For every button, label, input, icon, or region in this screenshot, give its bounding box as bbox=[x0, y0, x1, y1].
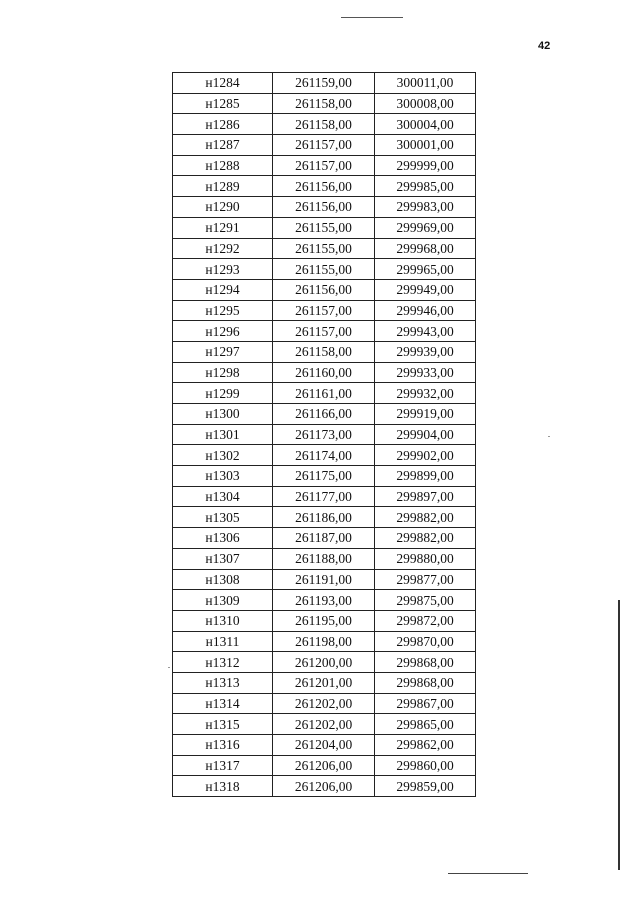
x-coordinate-cell: 261157,00 bbox=[273, 321, 375, 342]
table-row bbox=[173, 404, 476, 425]
point-id-cell: н1309 bbox=[173, 590, 273, 611]
point-id-cell: н1300 bbox=[173, 404, 273, 425]
point-id-cell: н1302 bbox=[173, 445, 273, 466]
table-row bbox=[173, 238, 476, 259]
table-row bbox=[173, 776, 476, 797]
y-coordinate-cell: 299865,00 bbox=[375, 714, 476, 735]
scan-speck bbox=[548, 436, 550, 437]
x-coordinate-cell: 261158,00 bbox=[273, 341, 375, 362]
x-coordinate-cell: 261186,00 bbox=[273, 507, 375, 528]
x-coordinate-cell: 261161,00 bbox=[273, 383, 375, 404]
point-id-cell: н1316 bbox=[173, 735, 273, 756]
header-rule bbox=[341, 17, 403, 18]
y-coordinate-cell: 299999,00 bbox=[375, 155, 476, 176]
point-id-cell: н1315 bbox=[173, 714, 273, 735]
x-coordinate-cell: 261155,00 bbox=[273, 259, 375, 280]
table-row bbox=[173, 445, 476, 466]
y-coordinate-cell: 299946,00 bbox=[375, 300, 476, 321]
x-coordinate-cell: 261204,00 bbox=[273, 735, 375, 756]
point-id-cell: н1298 bbox=[173, 362, 273, 383]
point-id-cell: н1291 bbox=[173, 217, 273, 238]
y-coordinate-cell: 299875,00 bbox=[375, 590, 476, 611]
y-coordinate-cell: 299859,00 bbox=[375, 776, 476, 797]
y-coordinate-cell: 299969,00 bbox=[375, 217, 476, 238]
table-row bbox=[173, 321, 476, 342]
table-row bbox=[173, 259, 476, 280]
x-coordinate-cell: 261206,00 bbox=[273, 776, 375, 797]
x-coordinate-cell: 261157,00 bbox=[273, 155, 375, 176]
point-id-cell: н1311 bbox=[173, 631, 273, 652]
point-id-cell: н1287 bbox=[173, 135, 273, 156]
table-row bbox=[173, 217, 476, 238]
x-coordinate-cell: 261157,00 bbox=[273, 300, 375, 321]
x-coordinate-cell: 261160,00 bbox=[273, 362, 375, 383]
x-coordinate-cell: 261187,00 bbox=[273, 528, 375, 549]
table-row bbox=[173, 631, 476, 652]
point-id-cell: н1284 bbox=[173, 73, 273, 94]
table-row bbox=[173, 114, 476, 135]
x-coordinate-cell: 261173,00 bbox=[273, 424, 375, 445]
x-coordinate-cell: 261188,00 bbox=[273, 548, 375, 569]
point-id-cell: н1293 bbox=[173, 259, 273, 280]
x-coordinate-cell: 261202,00 bbox=[273, 693, 375, 714]
y-coordinate-cell: 299870,00 bbox=[375, 631, 476, 652]
table-row bbox=[173, 466, 476, 487]
y-coordinate-cell: 299985,00 bbox=[375, 176, 476, 197]
point-id-cell: н1306 bbox=[173, 528, 273, 549]
x-coordinate-cell: 261157,00 bbox=[273, 135, 375, 156]
x-coordinate-cell: 261158,00 bbox=[273, 114, 375, 135]
y-coordinate-cell: 299904,00 bbox=[375, 424, 476, 445]
point-id-cell: н1292 bbox=[173, 238, 273, 259]
point-id-cell: н1303 bbox=[173, 466, 273, 487]
point-id-cell: н1304 bbox=[173, 486, 273, 507]
x-coordinate-cell: 261156,00 bbox=[273, 176, 375, 197]
coordinates-table-body bbox=[173, 73, 476, 797]
table-row bbox=[173, 73, 476, 94]
table-row bbox=[173, 672, 476, 693]
table-row bbox=[173, 507, 476, 528]
table-row bbox=[173, 569, 476, 590]
point-id-cell: н1310 bbox=[173, 610, 273, 631]
scan-edge-line bbox=[618, 600, 620, 870]
y-coordinate-cell: 299872,00 bbox=[375, 610, 476, 631]
point-id-cell: н1290 bbox=[173, 197, 273, 218]
point-id-cell: н1313 bbox=[173, 672, 273, 693]
x-coordinate-cell: 261156,00 bbox=[273, 197, 375, 218]
y-coordinate-cell: 300001,00 bbox=[375, 135, 476, 156]
table-row bbox=[173, 341, 476, 362]
table-row bbox=[173, 93, 476, 114]
table-row bbox=[173, 155, 476, 176]
point-id-cell: н1286 bbox=[173, 114, 273, 135]
table-row bbox=[173, 176, 476, 197]
table-row bbox=[173, 755, 476, 776]
footer-rule bbox=[448, 873, 528, 874]
page-number: 42 bbox=[538, 40, 551, 52]
y-coordinate-cell: 299932,00 bbox=[375, 383, 476, 404]
table-row bbox=[173, 714, 476, 735]
table-row bbox=[173, 279, 476, 300]
y-coordinate-cell: 299949,00 bbox=[375, 279, 476, 300]
scan-speck bbox=[168, 667, 170, 668]
table-row bbox=[173, 197, 476, 218]
point-id-cell: н1297 bbox=[173, 341, 273, 362]
point-id-cell: н1289 bbox=[173, 176, 273, 197]
point-id-cell: н1312 bbox=[173, 652, 273, 673]
y-coordinate-cell: 299902,00 bbox=[375, 445, 476, 466]
y-coordinate-cell: 299880,00 bbox=[375, 548, 476, 569]
y-coordinate-cell: 299965,00 bbox=[375, 259, 476, 280]
point-id-cell: н1314 bbox=[173, 693, 273, 714]
x-coordinate-cell: 261174,00 bbox=[273, 445, 375, 466]
y-coordinate-cell: 299862,00 bbox=[375, 735, 476, 756]
x-coordinate-cell: 261155,00 bbox=[273, 238, 375, 259]
table-row bbox=[173, 424, 476, 445]
y-coordinate-cell: 299897,00 bbox=[375, 486, 476, 507]
point-id-cell: н1301 bbox=[173, 424, 273, 445]
y-coordinate-cell: 299943,00 bbox=[375, 321, 476, 342]
table-row bbox=[173, 610, 476, 631]
x-coordinate-cell: 261177,00 bbox=[273, 486, 375, 507]
point-id-cell: н1295 bbox=[173, 300, 273, 321]
point-id-cell: н1288 bbox=[173, 155, 273, 176]
y-coordinate-cell: 299899,00 bbox=[375, 466, 476, 487]
table-row bbox=[173, 528, 476, 549]
x-coordinate-cell: 261191,00 bbox=[273, 569, 375, 590]
x-coordinate-cell: 261156,00 bbox=[273, 279, 375, 300]
coordinates-table bbox=[172, 72, 476, 797]
x-coordinate-cell: 261198,00 bbox=[273, 631, 375, 652]
x-coordinate-cell: 261155,00 bbox=[273, 217, 375, 238]
x-coordinate-cell: 261202,00 bbox=[273, 714, 375, 735]
y-coordinate-cell: 299877,00 bbox=[375, 569, 476, 590]
x-coordinate-cell: 261158,00 bbox=[273, 93, 375, 114]
y-coordinate-cell: 299919,00 bbox=[375, 404, 476, 425]
y-coordinate-cell: 300004,00 bbox=[375, 114, 476, 135]
x-coordinate-cell: 261206,00 bbox=[273, 755, 375, 776]
table-row bbox=[173, 590, 476, 611]
y-coordinate-cell: 300008,00 bbox=[375, 93, 476, 114]
y-coordinate-cell: 299882,00 bbox=[375, 507, 476, 528]
table-row bbox=[173, 735, 476, 756]
table-row bbox=[173, 362, 476, 383]
point-id-cell: н1317 bbox=[173, 755, 273, 776]
x-coordinate-cell: 261201,00 bbox=[273, 672, 375, 693]
y-coordinate-cell: 299933,00 bbox=[375, 362, 476, 383]
table-row bbox=[173, 486, 476, 507]
table-row bbox=[173, 548, 476, 569]
y-coordinate-cell: 299860,00 bbox=[375, 755, 476, 776]
y-coordinate-cell: 299868,00 bbox=[375, 652, 476, 673]
x-coordinate-cell: 261200,00 bbox=[273, 652, 375, 673]
y-coordinate-cell: 299882,00 bbox=[375, 528, 476, 549]
point-id-cell: н1296 bbox=[173, 321, 273, 342]
x-coordinate-cell: 261175,00 bbox=[273, 466, 375, 487]
point-id-cell: н1318 bbox=[173, 776, 273, 797]
y-coordinate-cell: 299939,00 bbox=[375, 341, 476, 362]
y-coordinate-cell: 299868,00 bbox=[375, 672, 476, 693]
table-row bbox=[173, 300, 476, 321]
y-coordinate-cell: 299867,00 bbox=[375, 693, 476, 714]
point-id-cell: н1305 bbox=[173, 507, 273, 528]
point-id-cell: н1308 bbox=[173, 569, 273, 590]
x-coordinate-cell: 261195,00 bbox=[273, 610, 375, 631]
point-id-cell: н1299 bbox=[173, 383, 273, 404]
y-coordinate-cell: 299983,00 bbox=[375, 197, 476, 218]
table-row bbox=[173, 693, 476, 714]
x-coordinate-cell: 261166,00 bbox=[273, 404, 375, 425]
table-row bbox=[173, 652, 476, 673]
table-row bbox=[173, 135, 476, 156]
point-id-cell: н1307 bbox=[173, 548, 273, 569]
table-row bbox=[173, 383, 476, 404]
y-coordinate-cell: 299968,00 bbox=[375, 238, 476, 259]
x-coordinate-cell: 261193,00 bbox=[273, 590, 375, 611]
x-coordinate-cell: 261159,00 bbox=[273, 73, 375, 94]
point-id-cell: н1285 bbox=[173, 93, 273, 114]
y-coordinate-cell: 300011,00 bbox=[375, 73, 476, 94]
point-id-cell: н1294 bbox=[173, 279, 273, 300]
